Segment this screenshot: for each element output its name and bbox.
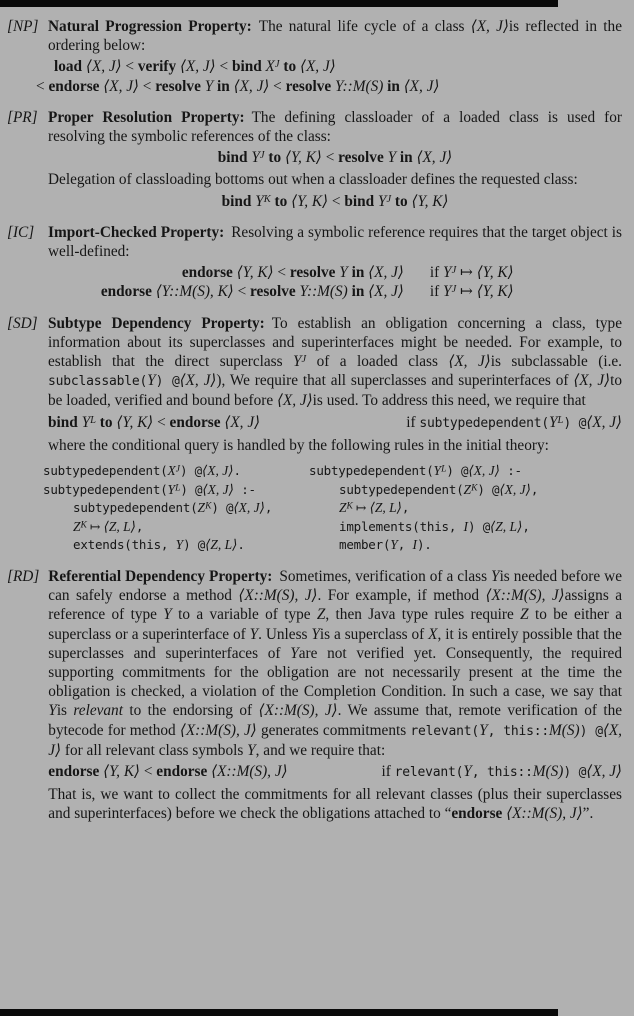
code-run: subtypedependent( [309, 463, 434, 479]
text-run: is subclassable (i.e. [490, 353, 623, 371]
keyword-run: in [383, 77, 404, 95]
code-run: , this:: [471, 765, 533, 781]
code-run: ) @ [183, 537, 206, 553]
math-run: Y [491, 568, 500, 586]
math-run: M(S) [548, 721, 580, 739]
code-line [73, 518, 309, 537]
superscript-run: J [451, 284, 457, 296]
paragraph [48, 567, 622, 760]
text-run: is a superclass of [319, 625, 429, 643]
property-section [7, 314, 622, 558]
text-run: < [140, 763, 157, 781]
code-line [339, 481, 538, 500]
math-run: ⟨X, J⟩ [586, 413, 622, 431]
equation-line [36, 77, 622, 96]
text-run: That is, we want to collect the commitments for all relevant classes (plus their superclasses and superinterfaces) before we check the obligations attached to “ [48, 786, 622, 823]
text-run: < [121, 58, 138, 76]
paragraph [48, 223, 622, 261]
math-run: X [167, 463, 176, 479]
equation-block [48, 192, 622, 211]
math-run: ⟨Y, K⟩ [116, 413, 154, 431]
math-run: ⟨Y, K⟩ [476, 264, 514, 282]
text-run: to the endorsing of [122, 702, 259, 720]
math-run: ⟨Z, L⟩ [103, 518, 136, 534]
math-run: ⟨X, J⟩ [586, 763, 622, 781]
math-run: Y [255, 192, 264, 210]
math-run: ⟨Y, K⟩ [284, 149, 322, 167]
keyword-run: to [279, 58, 300, 76]
text-run: < [36, 77, 49, 95]
code-line [43, 462, 309, 481]
equation-line [48, 282, 622, 301]
math-run: Y [387, 149, 397, 167]
math-run: ⟨Y, K⟩ [411, 192, 449, 210]
superscript-run: L [441, 464, 447, 475]
text-run: if [381, 763, 395, 781]
section-title: Natural Progression Property: [48, 18, 252, 35]
superscript-run: K [471, 483, 478, 494]
section-body [36, 17, 622, 99]
text-run: to a variable of type [171, 606, 317, 624]
equation-line [48, 263, 622, 282]
keyword-run: bind [217, 149, 252, 167]
code-run: ) @ [446, 463, 469, 479]
math-run: ⟨X, J⟩ [573, 372, 611, 390]
superscript-run: K [263, 193, 271, 205]
math-run: ⟨X, J⟩ [48, 721, 622, 759]
keyword-run: in [396, 149, 417, 167]
section-label: [SD] [7, 314, 38, 332]
math-run: Y [175, 537, 184, 553]
text-run: assigns a reference of type [48, 587, 622, 624]
code-run: ) @ [211, 500, 234, 516]
text-run: , it is entirely possible that the superclasses and superinterfaces of [48, 625, 622, 662]
math-run: Y [249, 625, 259, 643]
equation-line [48, 148, 622, 167]
math-run: ⟨Z, L⟩ [205, 537, 238, 553]
keyword-run: load [54, 58, 86, 76]
text-run: Sometimes, verification of a class [279, 568, 492, 586]
keyword-run: resolve [289, 264, 340, 282]
text-run: of a loaded class [306, 353, 449, 371]
text-run: The defining classloader of a loaded class is used for resolving the symbolic references of the class: [48, 108, 622, 146]
text-run: Delegation of classloading bottoms out when a classloader defines the requested class: [48, 171, 578, 189]
math-run: Z [339, 500, 347, 516]
section-title: Subtype Dependency Property: [48, 314, 265, 332]
math-run: ⟨X::M(S), J⟩ [258, 702, 338, 720]
superscript-run: J [175, 464, 181, 475]
text-run: is needed before we can safely endorse a method [48, 568, 623, 605]
code-run: :- [233, 481, 256, 497]
math-run: ⟨X, J⟩ [85, 58, 122, 76]
text-run: ↦ [456, 283, 477, 301]
equation-block [48, 413, 622, 433]
math-run: Y [167, 481, 176, 497]
code-run: ) @ [180, 481, 203, 497]
math-run: Y [163, 606, 172, 624]
math-run: Y [433, 463, 442, 479]
math-run: Z [463, 481, 472, 497]
math-run: ⟨X, J⟩ [179, 58, 216, 76]
text-run: if [429, 283, 444, 301]
equation-line [48, 762, 622, 782]
section-label: [IC] [7, 223, 35, 241]
math-run: ⟨X, J⟩ [470, 18, 509, 35]
paragraph [48, 17, 622, 55]
keyword-run: endorse [451, 805, 507, 823]
text-run: < [233, 283, 251, 301]
code-run: subtypedependent( [419, 415, 550, 431]
math-run: ⟨X, J⟩ [368, 264, 404, 282]
math-run: X [428, 625, 438, 643]
text-run: . We assume that, remote verification of the bytecode for method [48, 702, 623, 739]
math-run: Y [81, 413, 91, 431]
code-column [43, 462, 309, 555]
math-run: Y [204, 77, 214, 95]
code-run: ) @ [579, 723, 603, 739]
math-run: ⟨Z, L⟩ [369, 500, 402, 516]
math-run: Y [443, 283, 452, 301]
code-line [43, 481, 309, 500]
keyword-run: endorse [169, 413, 225, 431]
text-run: for all relevant class symbols [61, 741, 248, 759]
keyword-run: resolve [250, 283, 300, 301]
math-run: ⟨X, J⟩ [202, 481, 234, 497]
math-run: ⟨Y, K⟩ [103, 763, 140, 781]
document-content [7, 17, 622, 833]
keyword-run: resolve [338, 149, 388, 167]
code-run: ) @ [563, 765, 587, 781]
equation-condition [430, 282, 514, 301]
text-run: , and we require that: [255, 741, 386, 759]
code-run: , [401, 500, 410, 516]
math-run: Y [147, 372, 156, 390]
text-run: ↦ [456, 264, 477, 282]
code-run: ). [416, 537, 432, 553]
section-title: Proper Resolution Property: [48, 108, 245, 126]
equation-line [48, 413, 622, 433]
code-run: subtypedependent( [73, 500, 198, 516]
math-run: ⟨X, J⟩ [202, 463, 234, 479]
math-run: ⟨Z, L⟩ [490, 518, 523, 534]
keyword-run: to [95, 413, 117, 431]
paragraph [48, 785, 622, 823]
math-run: ⟨X, J⟩ [448, 353, 491, 371]
keyword-run: to [391, 192, 412, 210]
code-run: , [397, 537, 413, 553]
math-run: ⟨Y, K⟩ [236, 264, 274, 282]
keyword-run: endorse [156, 763, 212, 781]
code-line [339, 499, 538, 518]
code-run: , this:: [487, 723, 549, 739]
math-run: ⟨X, J⟩ [276, 392, 313, 410]
text-run: ↦ [86, 519, 104, 534]
text-run: . Unless [258, 625, 312, 643]
section-body [48, 223, 622, 305]
superscript-run: J [386, 193, 392, 205]
equation-condition [430, 263, 514, 282]
code-run: relevant( [394, 765, 464, 781]
text-run: To establish an obligation concerning a class, type information about its superclasses and superinterfaces might be needed. For example, to establish that the direct superclass [48, 314, 622, 371]
text-run: ↦ [352, 501, 370, 516]
superscript-run: L [90, 414, 96, 426]
math-run: ⟨Y::M(S), K⟩ [155, 283, 234, 301]
paragraph [48, 170, 622, 189]
code-run: extends(this, [73, 537, 176, 553]
math-run: ⟨X::M(S), J⟩ [506, 805, 583, 823]
text-run: < [153, 413, 170, 431]
text-run: < [215, 58, 232, 76]
math-run: relevant [73, 702, 123, 720]
equation-main [48, 263, 404, 282]
equation-condition [406, 413, 622, 433]
top-rule [0, 0, 558, 7]
math-run: Y [443, 264, 452, 282]
math-run: ⟨X::M(S), J⟩ [485, 587, 565, 605]
math-run: ⟨X, J⟩ [224, 413, 261, 431]
property-section [7, 223, 622, 305]
math-run: ⟨X, J⟩ [103, 77, 139, 95]
code-run: member( [339, 537, 391, 553]
math-run: ⟨X, J⟩ [299, 58, 336, 76]
property-section [7, 108, 622, 214]
code-line [309, 462, 538, 481]
superscript-run: J [259, 150, 265, 162]
section-title: Referential Dependency Property: [48, 568, 273, 586]
math-run: X [265, 58, 275, 76]
keyword-run: endorse [100, 283, 156, 301]
math-run: ⟨X, J⟩ [233, 77, 270, 95]
text-run: are not verified yet. Consequently, the required supporting commitments for the obligation are not necessarily present at the time the obligation is checked, a violation of the Completion Condition. In such a case, we say that [48, 644, 622, 701]
text-run: < [328, 192, 345, 210]
code-run: ) @ [180, 463, 202, 479]
property-section [7, 567, 622, 824]
equation-main [48, 413, 260, 433]
property-section [7, 17, 622, 99]
math-run: Y [463, 763, 472, 781]
code-line [73, 536, 309, 555]
code-run: . [237, 537, 245, 553]
section-body [48, 567, 622, 824]
superscript-run: K [346, 501, 353, 512]
math-run: Z [520, 606, 529, 624]
text-run: . For example, if method [317, 587, 486, 605]
math-run: Y [247, 741, 256, 759]
code-run: , [135, 518, 144, 534]
text-run: < [273, 264, 290, 282]
text-run: if [429, 264, 444, 282]
math-run: I [412, 537, 417, 553]
text-run: to be loaded, verified and bound before [48, 372, 623, 410]
superscript-run: L [175, 483, 181, 494]
code-run: :- [499, 463, 522, 479]
keyword-run: in [213, 77, 234, 95]
superscript-run: L [557, 414, 564, 426]
text-run: ”. [582, 805, 594, 823]
math-run: I [463, 518, 469, 534]
equation-main [48, 282, 404, 301]
text-run: ), We require that all superclasses and superinterfaces of [216, 372, 574, 390]
text-run: is used. To address this need, we require that [312, 392, 586, 410]
code-run: ) @ [155, 374, 180, 390]
math-run: ⟨X, J⟩ [368, 283, 404, 301]
section-label: [PR] [7, 108, 38, 126]
keyword-run: to [264, 149, 285, 167]
text-run: if [406, 413, 420, 431]
text-run: where the conditional query is handled by the following rules in the initial theory: [48, 436, 549, 454]
code-run: , [530, 481, 539, 497]
math-run: ⟨X, J⟩ [416, 149, 453, 167]
math-run: Y [290, 644, 299, 662]
math-run: ⟨X::M(S), J⟩ [211, 763, 288, 781]
math-run: Y [251, 149, 260, 167]
code-line [339, 536, 538, 555]
keyword-run: resolve [155, 77, 205, 95]
code-run: , [264, 500, 273, 516]
math-run: ⟨Y, K⟩ [291, 192, 329, 210]
math-run: Y [339, 264, 348, 282]
equation-block [48, 263, 622, 301]
math-run: ⟨X, J⟩ [179, 372, 217, 390]
code-column [309, 462, 538, 555]
text-run: generates commitments [256, 721, 411, 739]
section-body [48, 108, 622, 214]
keyword-run: endorse [181, 264, 237, 282]
paragraph [48, 314, 622, 411]
keyword-run: endorse [48, 77, 104, 95]
text-run: The natural life cycle of a class [258, 18, 471, 35]
superscript-run: J [301, 354, 307, 366]
math-run: ⟨X, J⟩ [233, 500, 265, 516]
text-run: , then Java type rules require [325, 606, 521, 624]
equation-line [48, 192, 622, 211]
math-run: Y [311, 625, 320, 643]
text-run: is reflected in the ordering below: [48, 18, 622, 55]
keyword-run: endorse [48, 763, 104, 781]
math-run: ⟨X, J⟩ [499, 481, 531, 497]
math-run: ⟨Y, K⟩ [476, 283, 514, 301]
superscript-run: K [205, 501, 212, 512]
keyword-run: verify [137, 58, 180, 76]
text-run: < [269, 77, 286, 95]
text-run: Resolving a symbolic reference requires that the target object is well-defined: [48, 223, 622, 261]
section-label: [NP] [7, 18, 39, 35]
section-title: Import-Checked Property: [48, 223, 225, 241]
math-run: Y [549, 413, 558, 431]
code-run: , [522, 518, 530, 534]
code-run: subtypedependent( [43, 463, 168, 479]
bottom-rule [0, 1009, 558, 1016]
code-line [339, 518, 538, 537]
section-body [43, 314, 623, 558]
math-run: Y [48, 702, 57, 720]
code-run: implements(this, [339, 518, 464, 534]
keyword-run: bind [48, 413, 82, 431]
math-run: Z [316, 606, 326, 624]
code-run: subclassable( [48, 374, 148, 390]
code-run: ) @ [563, 415, 587, 431]
superscript-run: K [80, 520, 87, 531]
keyword-run: bind [344, 192, 378, 210]
math-run: Z [73, 518, 81, 534]
text-run: to be either a superclass or a superinterface of [48, 606, 622, 643]
code-run: subtypedependent( [339, 481, 464, 497]
math-run: M(S) [532, 763, 564, 781]
keyword-run: resolve [285, 77, 336, 95]
keyword-run: in [347, 283, 369, 301]
section-label: [RD] [7, 568, 40, 586]
equation-block [48, 148, 622, 167]
paragraph [48, 108, 622, 146]
math-run: Y [293, 353, 302, 371]
keyword-run: bind [231, 58, 266, 76]
equation-main [48, 762, 287, 782]
math-run: Y::M(S) [299, 283, 348, 301]
math-run: ⟨X::M(S), J⟩ [179, 721, 257, 739]
text-run: < [138, 77, 156, 95]
code-run: subtypedependent( [43, 481, 168, 497]
superscript-run: J [451, 265, 457, 277]
code-run: relevant( [410, 723, 480, 739]
math-run: Z [197, 500, 206, 516]
keyword-run: bind [221, 192, 256, 210]
keyword-run: to [270, 192, 292, 210]
equation-condition [381, 762, 622, 782]
code-run: ) @ [468, 518, 491, 534]
math-run: ⟨X::M(S), J⟩ [238, 587, 318, 605]
code-block [43, 462, 622, 555]
equation-block [48, 762, 622, 782]
equation-line [54, 57, 622, 76]
math-run: Y [377, 192, 387, 210]
code-run: . [233, 463, 241, 479]
math-run: Y [479, 721, 488, 739]
text-run: is [56, 702, 74, 720]
keyword-run: in [347, 264, 369, 282]
paragraph [48, 436, 622, 455]
math-run: Y [390, 537, 398, 553]
math-run: Y::M(S) [335, 77, 384, 95]
code-line [73, 499, 309, 518]
superscript-run: J [274, 59, 280, 71]
math-run: ⟨X, J⟩ [403, 77, 440, 95]
text-run: < [321, 149, 339, 167]
math-run: ⟨X, J⟩ [468, 463, 500, 479]
equation-block [36, 57, 622, 95]
code-run: ) @ [477, 481, 500, 497]
